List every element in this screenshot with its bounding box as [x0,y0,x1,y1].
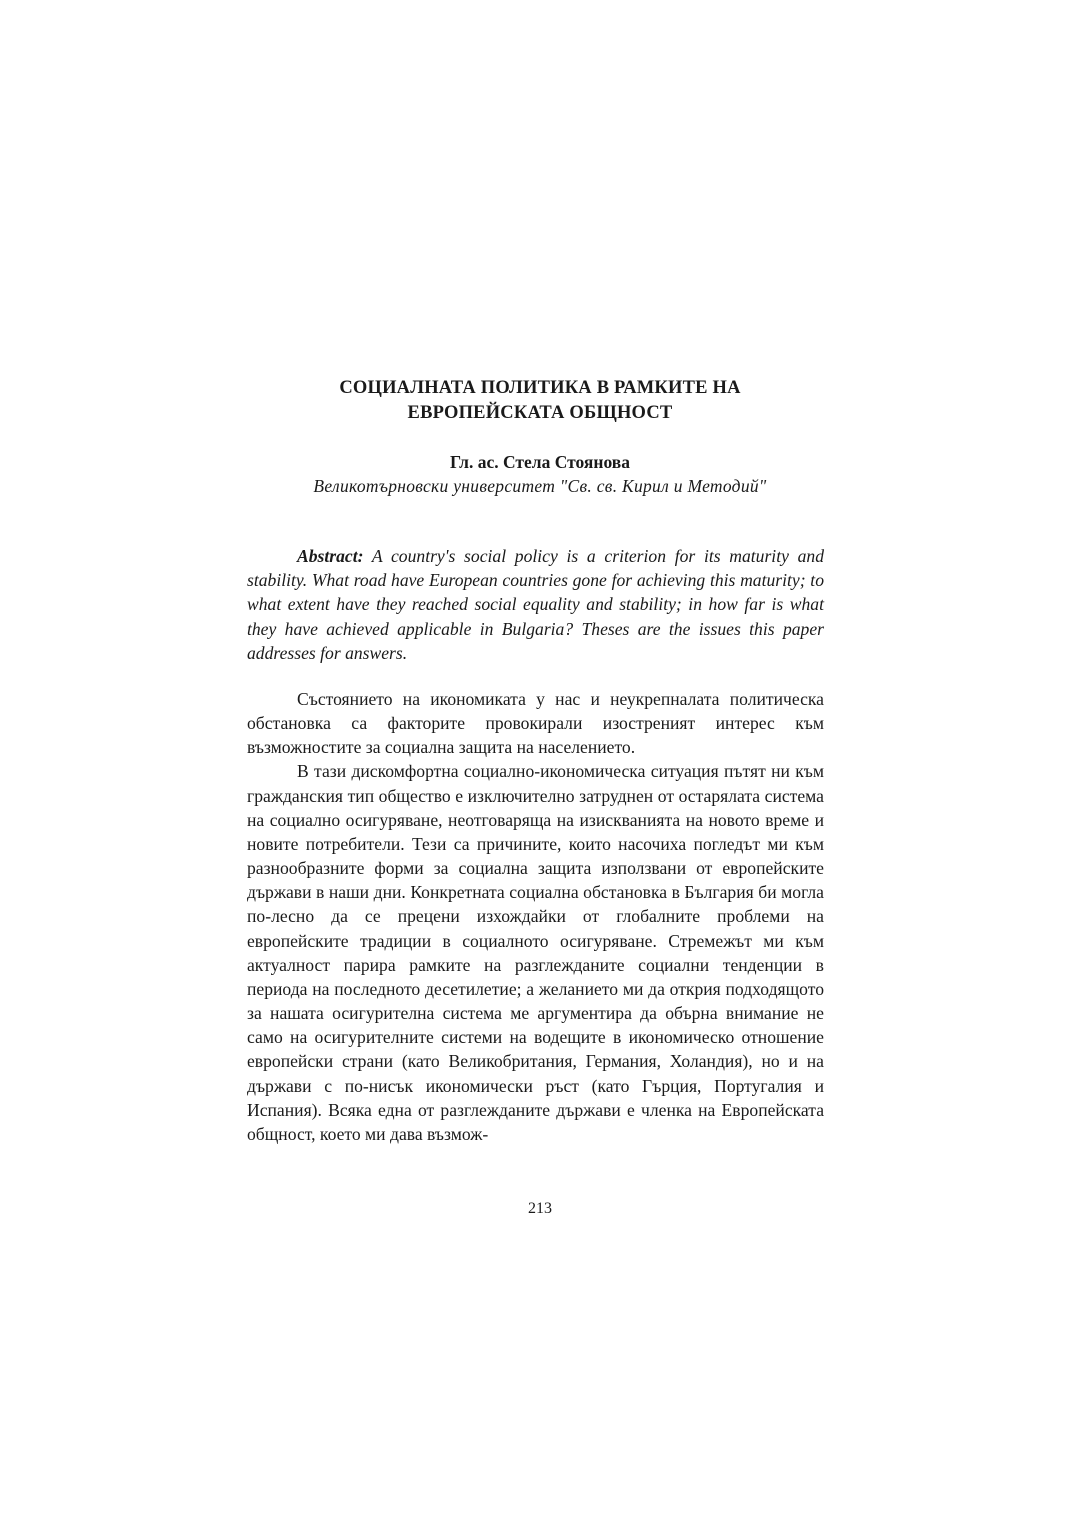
body-paragraph-1: Състоянието на икономиката у нас и неукрепналата политическа обстановка са факторите провокирали изостреният интерес към възможностите за социална защита на населението. [247,689,824,758]
paper-title-line-1: СОЦИАЛНАТА ПОЛИТИКА В РАМКИТЕ НА [339,378,741,398]
paper-title-line-2: ЕВРОПЕЙСКАТА ОБЩНОСТ [407,403,673,423]
author-affiliation: Великотърновски университет "Св. св. Кирил и Методий" [313,476,767,496]
body-paragraph-2: В тази дискомфортна социално-икономическа ситуация пътят ни към гражданския тип общество е изключително затруднен от остарялата система на социално осигуряване, неотговаряща на изискванията на новото време и новите потребители. Тези са причините, които насочиха погледът ми към разнообразните форми за социална защита използвани от европейските държави в наши дни. Конкретната социална обстановка в България би могла по-лесно да се прецени изхождайки от глобалните проблеми на европейските традиции в социалното осигуряване. Стремежът ми към актуалност парира рамките на разглежданите социални тенденции в периода на последното десетилетие; а желанието ми да открия подходящото за нашата осигурителна система ме аргументира да обърна внимание не само на осигурителните системи на водещите в икономическо отношение европейски страни (като Великобритания, Германия, Холандия), но и на държави с по-нисък икономически ръст (като Гърция, Португалия и Испания). Всяка една от разглежданите държави е членка на Европейската общност, което ми дава възмож- [247,761,824,1144]
page-number: 213 [528,1200,552,1217]
abstract-text: A country's social policy is a criterion for its maturity and stability. What road have European countries gone for achieving this maturity; to what extent have they reached social equality and stability; in how far is what they have achieved applicable in Bulgaria? Theses are the issues this paper addresses for answers. [247,546,824,663]
author-name: Гл. ас. Стела Стоянова [450,452,630,472]
body-text [247,687,824,1146]
abstract-label: Abstract: [297,546,364,566]
abstract [247,544,824,665]
